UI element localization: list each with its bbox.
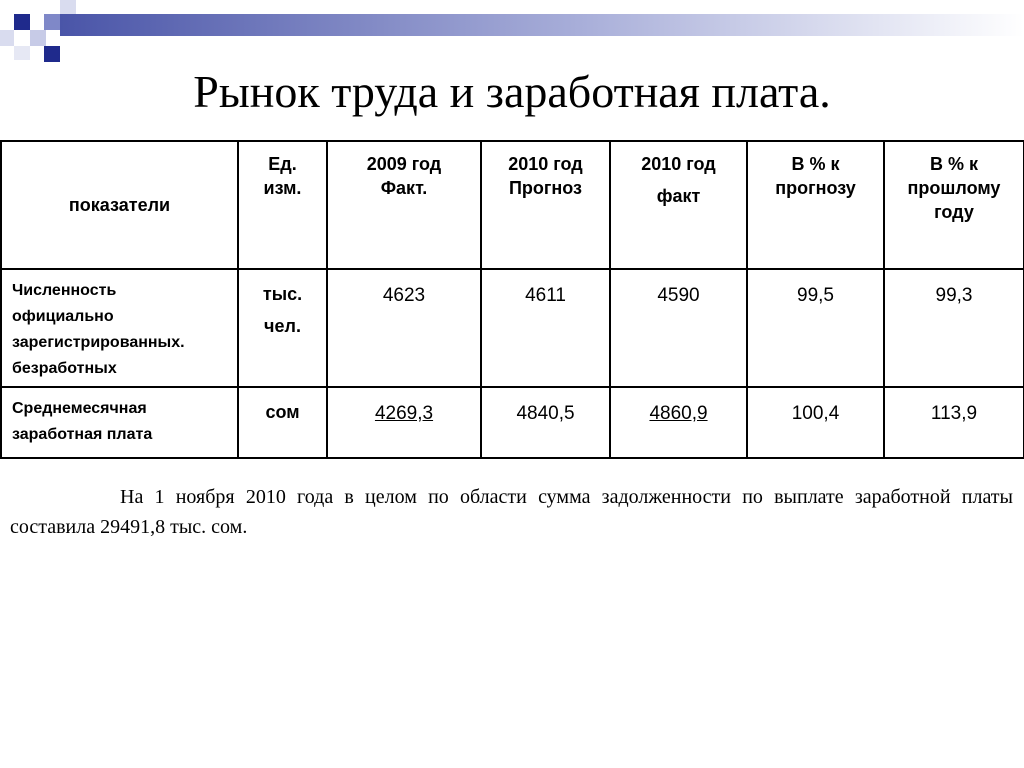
deco-square (60, 0, 76, 14)
header-gradient-bar (60, 14, 1024, 36)
deco-square (14, 46, 30, 60)
cell-pct-forecast: 100,4 (747, 387, 884, 458)
header-indicator: показатели (1, 141, 238, 269)
row-unit: тыс. чел. (238, 269, 327, 387)
debt-note: На 1 ноября 2010 года в целом по области сумма задолженности по выплате заработной платы составила 29491,8 тыс. сом. (10, 486, 1013, 538)
cell-2010-forecast: 4611 (481, 269, 610, 387)
header-pct-forecast: В % к прогнозу (747, 141, 884, 269)
labor-market-table (0, 140, 1024, 459)
deco-square (30, 30, 46, 46)
slide-title: Рынок труда и заработная плата. (193, 66, 831, 117)
cell-pct-forecast: 99,5 (747, 269, 884, 387)
row-label: Среднемесячная заработная плата (1, 387, 238, 458)
cell-2010-forecast: 4840,5 (481, 387, 610, 458)
cell-2010-actual: 4860,9 (610, 387, 747, 458)
table-header-row (1, 141, 1024, 269)
deco-square (0, 30, 14, 46)
deco-square (44, 14, 60, 30)
deco-square (44, 46, 60, 62)
header-2010-actual: 2010 год факт (610, 141, 747, 269)
table-row (1, 269, 1024, 387)
deco-square (14, 14, 30, 30)
header-pct-prev-year: В % к прошлому году (884, 141, 1024, 269)
header-2009-actual: 2009 год Факт. (327, 141, 481, 269)
row-label: Численность официально зарегистрированных. безработных (1, 269, 238, 387)
cell-2010-actual: 4590 (610, 269, 747, 387)
row-unit: сом (238, 387, 327, 458)
header-2010-forecast: 2010 год Прогноз (481, 141, 610, 269)
cell-2009-actual: 4269,3 (327, 387, 481, 458)
table-row (1, 387, 1024, 458)
header-decoration (0, 0, 1024, 70)
cell-pct-prev-year: 99,3 (884, 269, 1024, 387)
cell-2009-actual: 4623 (327, 269, 481, 387)
cell-pct-prev-year: 113,9 (884, 387, 1024, 458)
header-unit: Ед. изм. (238, 141, 327, 269)
